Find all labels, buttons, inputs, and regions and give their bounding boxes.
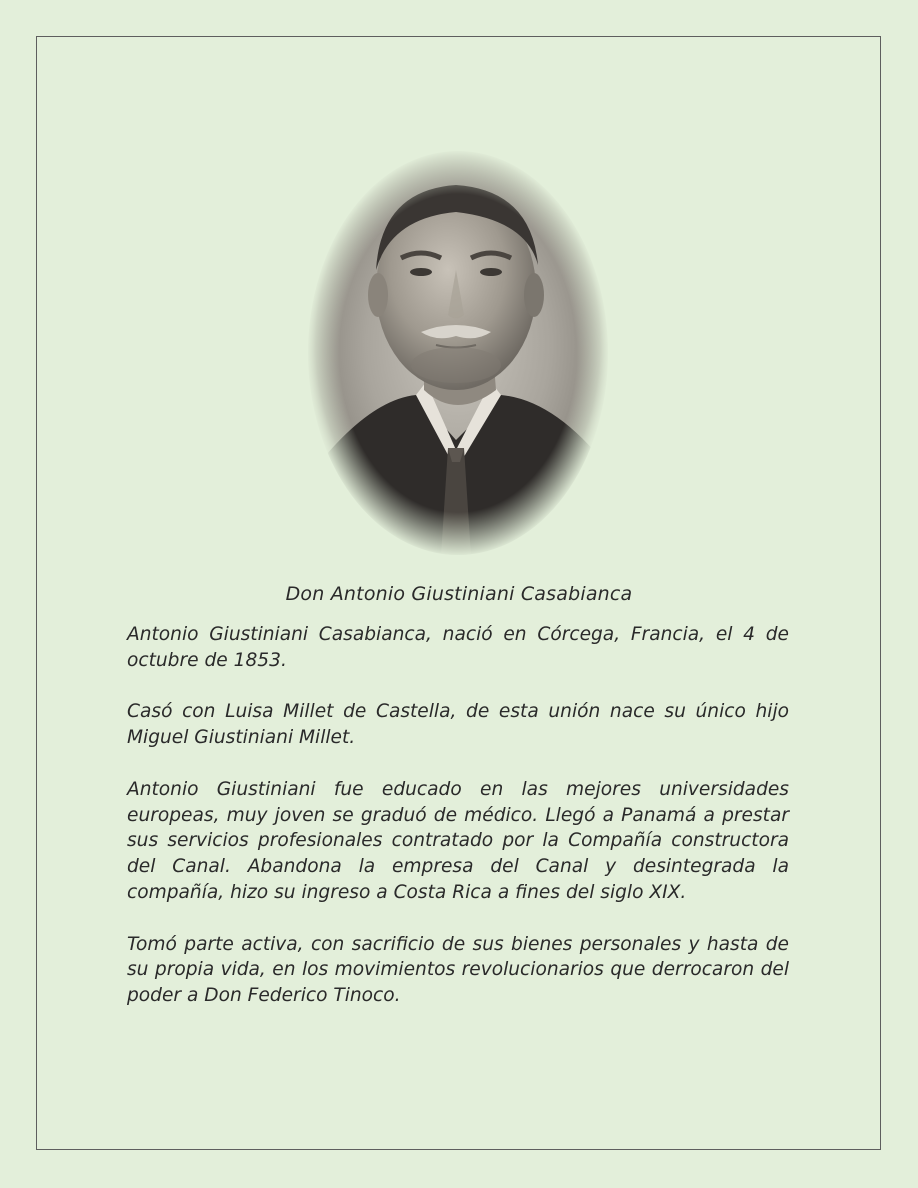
portrait-photo [306, 150, 610, 556]
biography-text [127, 622, 789, 1035]
paragraph-education: Antonio Giustiniani fue educado en las mejores universidades europeas, muy joven se graduó de médico. Llegó a Panamá a prestar sus servicios profesionales contratado por la Compañía constructora del Canal. Abandona la empresa del Canal y desintegrada la compañía, hizo su ingreso a Costa Rica a fines del siglo XIX. [127, 778, 789, 903]
paragraph-birth: Antonio Giustiniani Casabianca, nació en Córcega, Francia, el 4 de octubre de 1853. [127, 624, 789, 671]
paragraph-revolution: Tomó parte activa, con sacrificio de sus bienes personales y hasta de su propia vida, en los movimientos revolucionarios que derrocaron del poder a Don Federico Tinoco. [127, 933, 789, 1007]
paragraph-marriage: Casó con Luisa Millet de Castella, de esta unión nace su único hijo Miguel Giustiniani Millet. [127, 701, 789, 749]
portrait-caption: Don Antonio Giustiniani Casabianca [285, 583, 633, 605]
